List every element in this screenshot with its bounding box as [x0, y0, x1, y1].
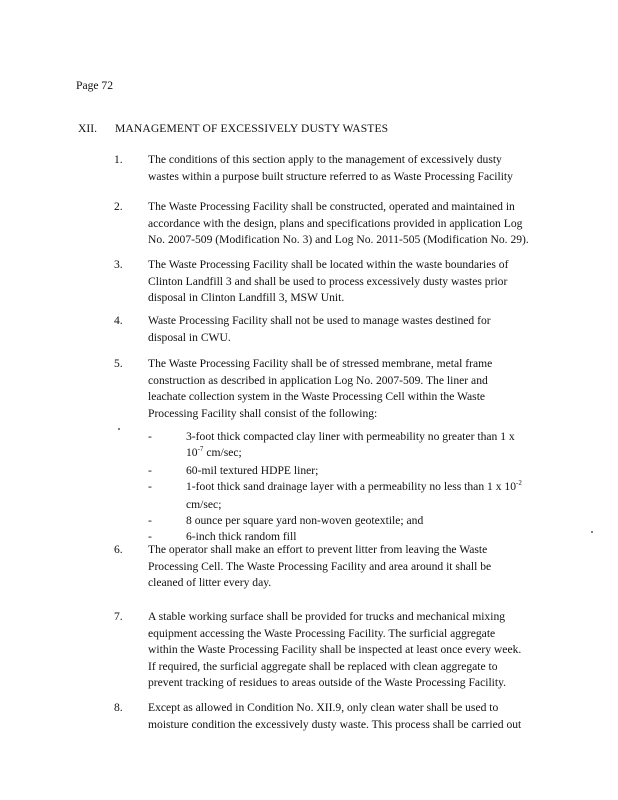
item-text	[148, 257, 538, 307]
page-number: Page 72	[76, 79, 114, 92]
list-item-continuation	[148, 445, 538, 463]
list-item-text: 3-foot thick compacted clay liner with permeability no greater than 1 x	[186, 430, 515, 443]
bullet-dash: -	[148, 480, 152, 493]
item-text	[148, 609, 538, 692]
text-line: wastes within a purpose built structure referred to as Waste Processing Facility	[148, 169, 513, 183]
bullet-dash: -	[148, 514, 152, 527]
text-line: Clinton Landfill 3 and shall be used to process excessively dusty wastes prior	[148, 274, 508, 288]
scan-speck	[591, 531, 593, 533]
exponent-base: 10	[186, 446, 198, 459]
text-line: accordance with the design, plans and specifications provided in application Log	[148, 216, 523, 230]
list-item-text: cm/sec;	[186, 498, 222, 511]
text-line: No. 2007-509 (Modification No. 3) and Log No. 2011-505 (Modification No. 29).	[148, 233, 529, 246]
text-line: Except as allowed in Condition No. XII.9, only clean water shall be used to	[148, 701, 499, 714]
bullet-dash: -	[148, 530, 152, 543]
list-item-text: 8 ounce per square yard non-woven geotextile; and	[186, 514, 424, 527]
text-line: equipment accessing the Waste Processing Facility. The surficial aggregate	[148, 626, 496, 640]
text-line: The Waste Processing Facility shall be of stressed membrane, metal frame	[148, 357, 493, 370]
text-line: The Waste Processing Facility shall be located within the waste boundaries of	[148, 258, 509, 271]
text-line: leachate collection system in the Waste Processing Cell within the Waste	[148, 390, 486, 403]
section-number: XII.	[78, 122, 97, 135]
item-number: 2.	[114, 200, 123, 213]
unit-text: cm/sec;	[203, 446, 242, 459]
item-number: 8.	[114, 701, 123, 714]
text-line: disposal in CWU.	[148, 330, 231, 344]
exponent-base: 1-foot thick sand drainage layer with a permeability no less than 1 x 10	[186, 480, 517, 493]
text-line: within the Waste Processing Facility shall be inspected at least once every week.	[148, 643, 522, 656]
list-item-text: 60-mil textured HDPE liner;	[186, 464, 319, 477]
text-line: The operator shall make an effort to prevent litter from leaving the Waste	[148, 543, 488, 556]
item-number: 5.	[114, 357, 123, 370]
item-text	[148, 199, 538, 249]
list-item-continuation	[148, 497, 538, 513]
scan-speck	[118, 428, 120, 430]
list-item	[148, 463, 538, 479]
item-number: 3.	[114, 258, 123, 271]
text-line: Processing Cell. The Waste Processing Facility and area around it shall be	[148, 559, 492, 573]
text-line: A stable working surface shall be provided for trucks and mechanical mixing	[148, 610, 506, 623]
bullet-dash: -	[148, 430, 152, 443]
item-text	[148, 356, 538, 422]
liner-component-list	[148, 429, 538, 545]
item-number: 6.	[114, 543, 123, 556]
text-line: Processing Facility shall consist of the following:	[148, 406, 378, 420]
item-text	[148, 542, 538, 592]
text-line: disposal in Clinton Landfill 3, MSW Unit.	[148, 291, 345, 304]
text-line: cleaned of litter every day.	[148, 576, 272, 589]
item-number: 4.	[114, 314, 123, 327]
list-item-text	[186, 445, 242, 462]
list-item	[148, 479, 538, 497]
section-title: MANAGEMENT OF EXCESSIVELY DUSTY WASTES	[115, 122, 389, 135]
list-item	[148, 429, 538, 445]
text-line: moisture condition the excessively dusty waste. This process shall be carried out	[148, 717, 522, 731]
exponent: -2	[516, 479, 522, 487]
item-number: 7.	[114, 610, 123, 623]
text-line: The Waste Processing Facility shall be constructed, operated and maintained in	[148, 200, 515, 213]
list-item	[148, 513, 538, 529]
text-line: If required, the surficial aggregate shall be replaced with clean aggregate to	[148, 659, 498, 673]
text-line: Waste Processing Facility shall not be used to manage wastes destined for	[148, 314, 491, 327]
list-item-text: 6-inch thick random fill	[186, 530, 297, 543]
exponent: -7	[197, 445, 204, 453]
text-line: construction as described in application Log No. 2007-509. The liner and	[148, 373, 488, 387]
list-item-text	[186, 479, 522, 496]
item-text	[148, 313, 538, 346]
item-text	[148, 152, 538, 185]
bullet-dash: -	[148, 464, 152, 477]
item-text	[148, 700, 538, 733]
text-line: prevent tracking of residues to areas outside of the Waste Processing Facility.	[148, 676, 507, 689]
item-number: 1.	[114, 153, 123, 166]
text-line: The conditions of this section apply to the management of excessively dusty	[148, 153, 502, 166]
